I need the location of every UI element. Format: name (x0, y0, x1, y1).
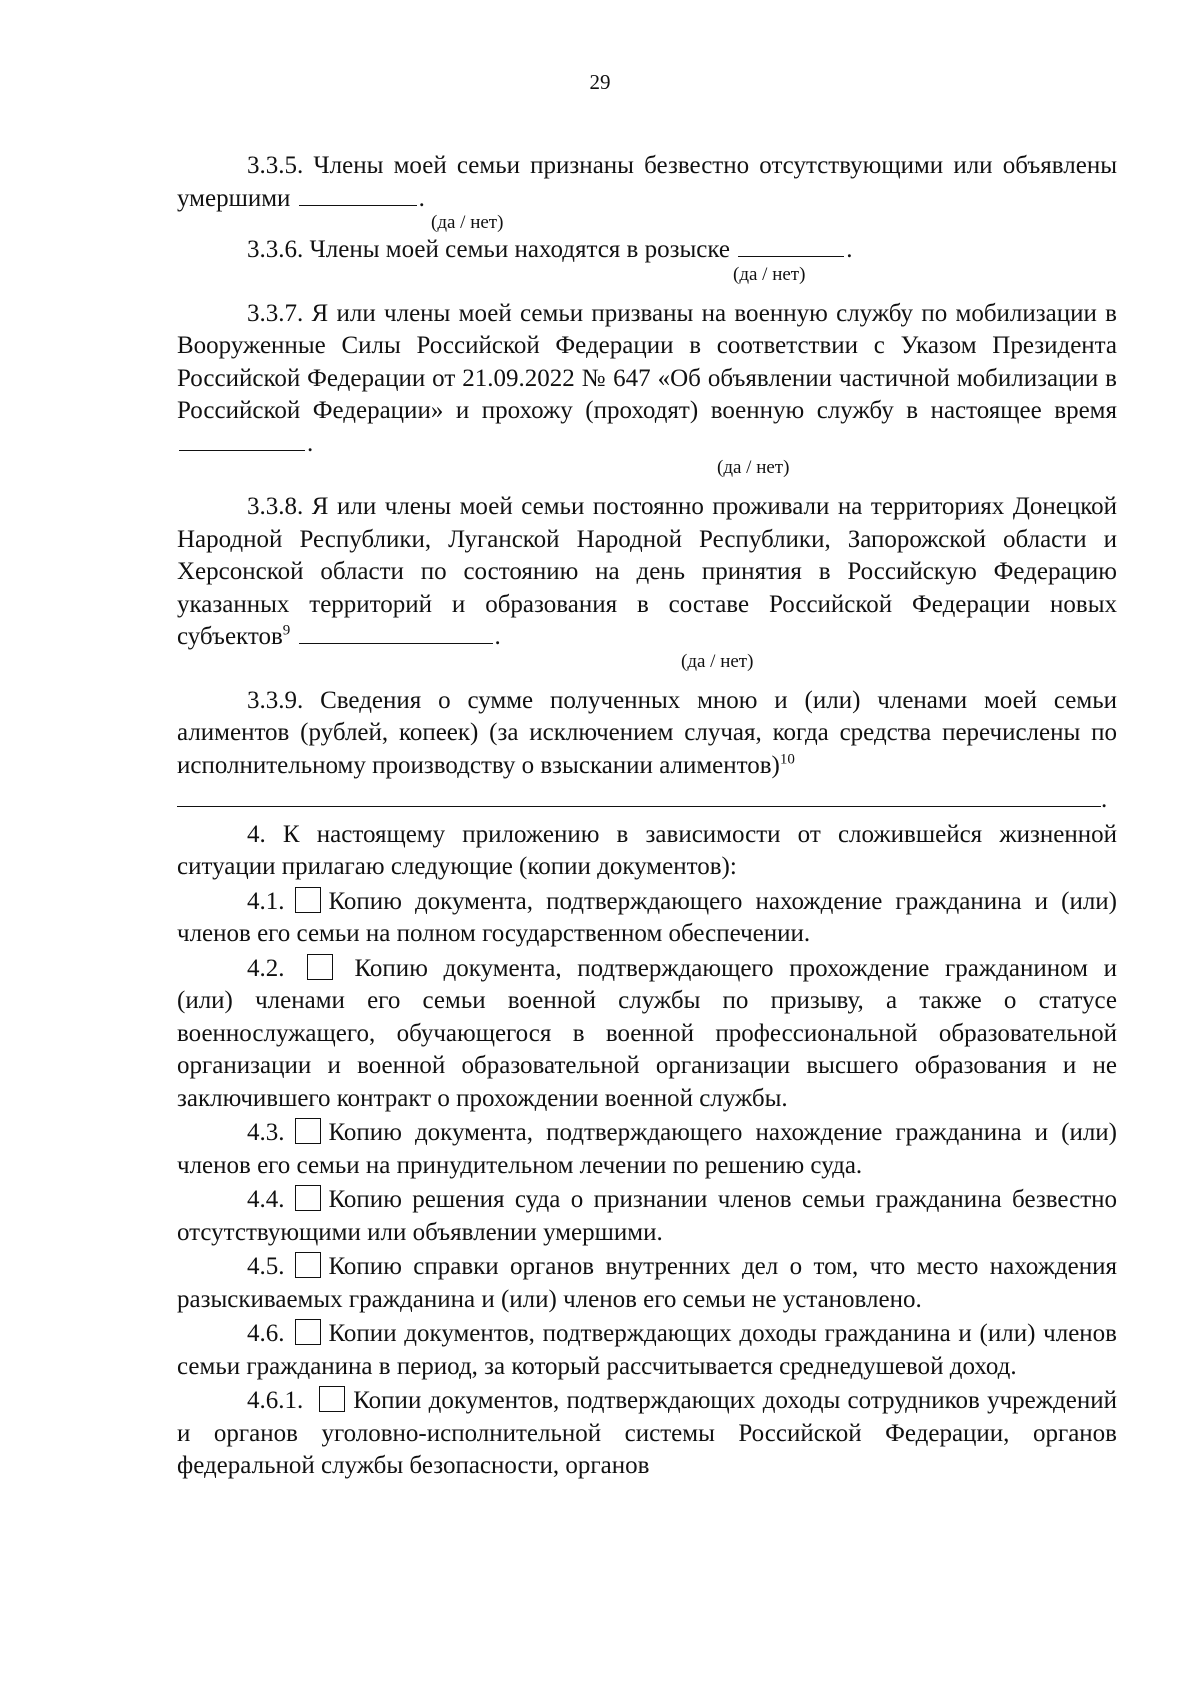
page-number: 29 (589, 70, 611, 94)
paragraph-text: 3.3.7. Я или члены моей семьи призваны на военную службу по мобилизации в Вооруженные Силы Российской Федерации в соответствии с Указом Президента Российской Федерации от 21.09.2022 № 647 «Об объявлении частичной мобилизации в Российской Федерации» и прохожу (проходят) военную службу в настоящее время (177, 299, 1117, 424)
footnote-ref: 9 (282, 622, 291, 639)
hint-row (177, 650, 1117, 673)
paragraph-text: 3.3.8. Я или члены моей семьи постоянно проживали на территориях Донецкой Народной Республики, Луганской Народной Республики, Запорожской области и Херсонской области по состоянию на день принятия в Российскую Федерацию указанных территорий и образования в составе Российской Федерации новых субъектов (177, 493, 1117, 650)
attachment-text: Копии документов, подтверждающих доходы сотрудников учреждений и органов уголовно-исполнительной системы Российской Федерации, органов федеральной службы безопасности, органов (177, 1387, 1117, 1479)
attachment-number: 4.4. (247, 1186, 285, 1213)
paragraph-3-3-7: 3.3.7. Я или члены моей семьи призваны на военную службу по мобилизации в Вооруженные Силы Российской Федерации в соответствии с Указом Президента Российской Федерации от 21.09.2022 № 647 «Об объявлении частичной мобилизации в Российской Федерации» и прохожу (проходят) военную службу в настоящее время . (177, 299, 1117, 457)
attachment-number: 4.6.1. (247, 1387, 304, 1414)
attachment-number: 4.2. (247, 954, 285, 982)
attachment-text: Копию документа, подтверждающего нахождение гражданина и (или) членов его семьи на полном государственном обеспечении. (177, 887, 1117, 947)
hint-row (177, 456, 1117, 479)
paragraph-3-3-5: 3.3.5. Члены моей семьи признаны безвестно отсутствующими или объявлены умершими . (177, 152, 1117, 212)
yes-no-hint: (да / нет) (733, 263, 806, 285)
attachment-number: 4.5. (247, 1253, 285, 1280)
attachment-number: 4.6. (247, 1320, 285, 1347)
yes-no-hint: (да / нет) (717, 457, 790, 478)
attachment-checkbox[interactable] (295, 1118, 321, 1144)
answer-field-3-3-8[interactable] (299, 621, 493, 644)
attachment-item (177, 1385, 1117, 1483)
attachment-text: Копию решения суда о признании членов семьи гражданина безвестно отсутствующими или объявлении умершими. (177, 1186, 1117, 1246)
attachment-text: Копии документов, подтверждающих доходы гражданина и (или) членов семьи гражданина в период, за который рассчитывается среднедушевой доход. (177, 1320, 1117, 1380)
footnote-ref: 10 (779, 751, 795, 768)
paragraph-3-3-9 (177, 685, 1117, 783)
document-body (177, 150, 1117, 1485)
attachment-checkbox[interactable] (295, 887, 321, 913)
paragraph-3-3-8: 3.3.8. Я или члены моей семьи постоянно проживали на территориях Донецкой Народной Республики, Луганской Народной Республики, Запорожской области и Херсонской области по состоянию на день принятия в Российскую Федерацию указанных территорий и образования в составе Российской Федерации новых субъектов$^9$ . (177, 493, 1117, 650)
paragraph-text: 3.3.6. Члены моей семьи находятся в розыске (247, 236, 730, 263)
paragraph-3-3-6: 3.3.6. Члены моей семьи находятся в розыске . (247, 236, 853, 263)
paragraph-text: 3.3.9. Сведения о сумме полученных мною и (или) членами моей семьи алиментов (рублей, копеек) (за исключением случая, когда средства перечислены по исполнительному производству о взыскании алиментов) (177, 686, 1117, 779)
answer-field-3-3-7[interactable] (179, 428, 305, 451)
yes-no-hint: (да / нет) (681, 650, 754, 672)
attachment-checkbox[interactable] (307, 954, 333, 980)
attachment-item (177, 1318, 1117, 1383)
alimony-answer-row: . (177, 784, 1117, 817)
attachment-item (177, 1251, 1117, 1316)
attachment-text: Копию справки органов внутренних дел о том, что место нахождения разыскиваемых гражданина и (или) членов его семьи не установлено. (177, 1253, 1117, 1313)
attachment-item (177, 1184, 1117, 1249)
attachment-checkbox[interactable] (319, 1386, 345, 1412)
attachment-text: Копию документа, подтверждающего нахождение гражданина и (или) членов его семьи на принудительном лечении по решению суда. (177, 1119, 1117, 1179)
attachment-text: Копию документа, подтверждающего прохождение гражданином и (или) членами его семьи военной службы по призыву, а также о статусе военнослужащего, обучающегося в военной профессиональной образовательной организации и военной образовательной организации высшего образования и не заключившего контракт о прохождении военной службы. (177, 954, 1117, 1112)
attachment-number: 4.3. (247, 1119, 285, 1146)
hint-row (177, 211, 1117, 234)
attachment-item (177, 953, 1117, 1116)
attachment-checkbox[interactable] (295, 1252, 321, 1278)
answer-field-3-3-5[interactable] (299, 183, 417, 206)
attachment-item (177, 1117, 1117, 1182)
alimony-answer-field[interactable] (177, 786, 1101, 807)
paragraph-4: 4. К настоящему приложению в зависимости от сложившейся жизненной ситуации прилагаю следующие (копии документов): (177, 820, 1117, 880)
attachment-number: 4.1. (247, 887, 285, 915)
attachment-checkbox[interactable] (295, 1319, 321, 1345)
yes-no-hint: (да / нет) (431, 212, 504, 233)
answer-field-3-3-6[interactable] (738, 234, 844, 257)
attachment-item (177, 886, 1117, 951)
paragraph-text: 3.3.5. Члены моей семьи признаны безвестно отсутствующими или объявлены умершими (177, 152, 1117, 212)
attachment-checkbox[interactable] (295, 1185, 321, 1211)
hint-row (177, 263, 1117, 286)
